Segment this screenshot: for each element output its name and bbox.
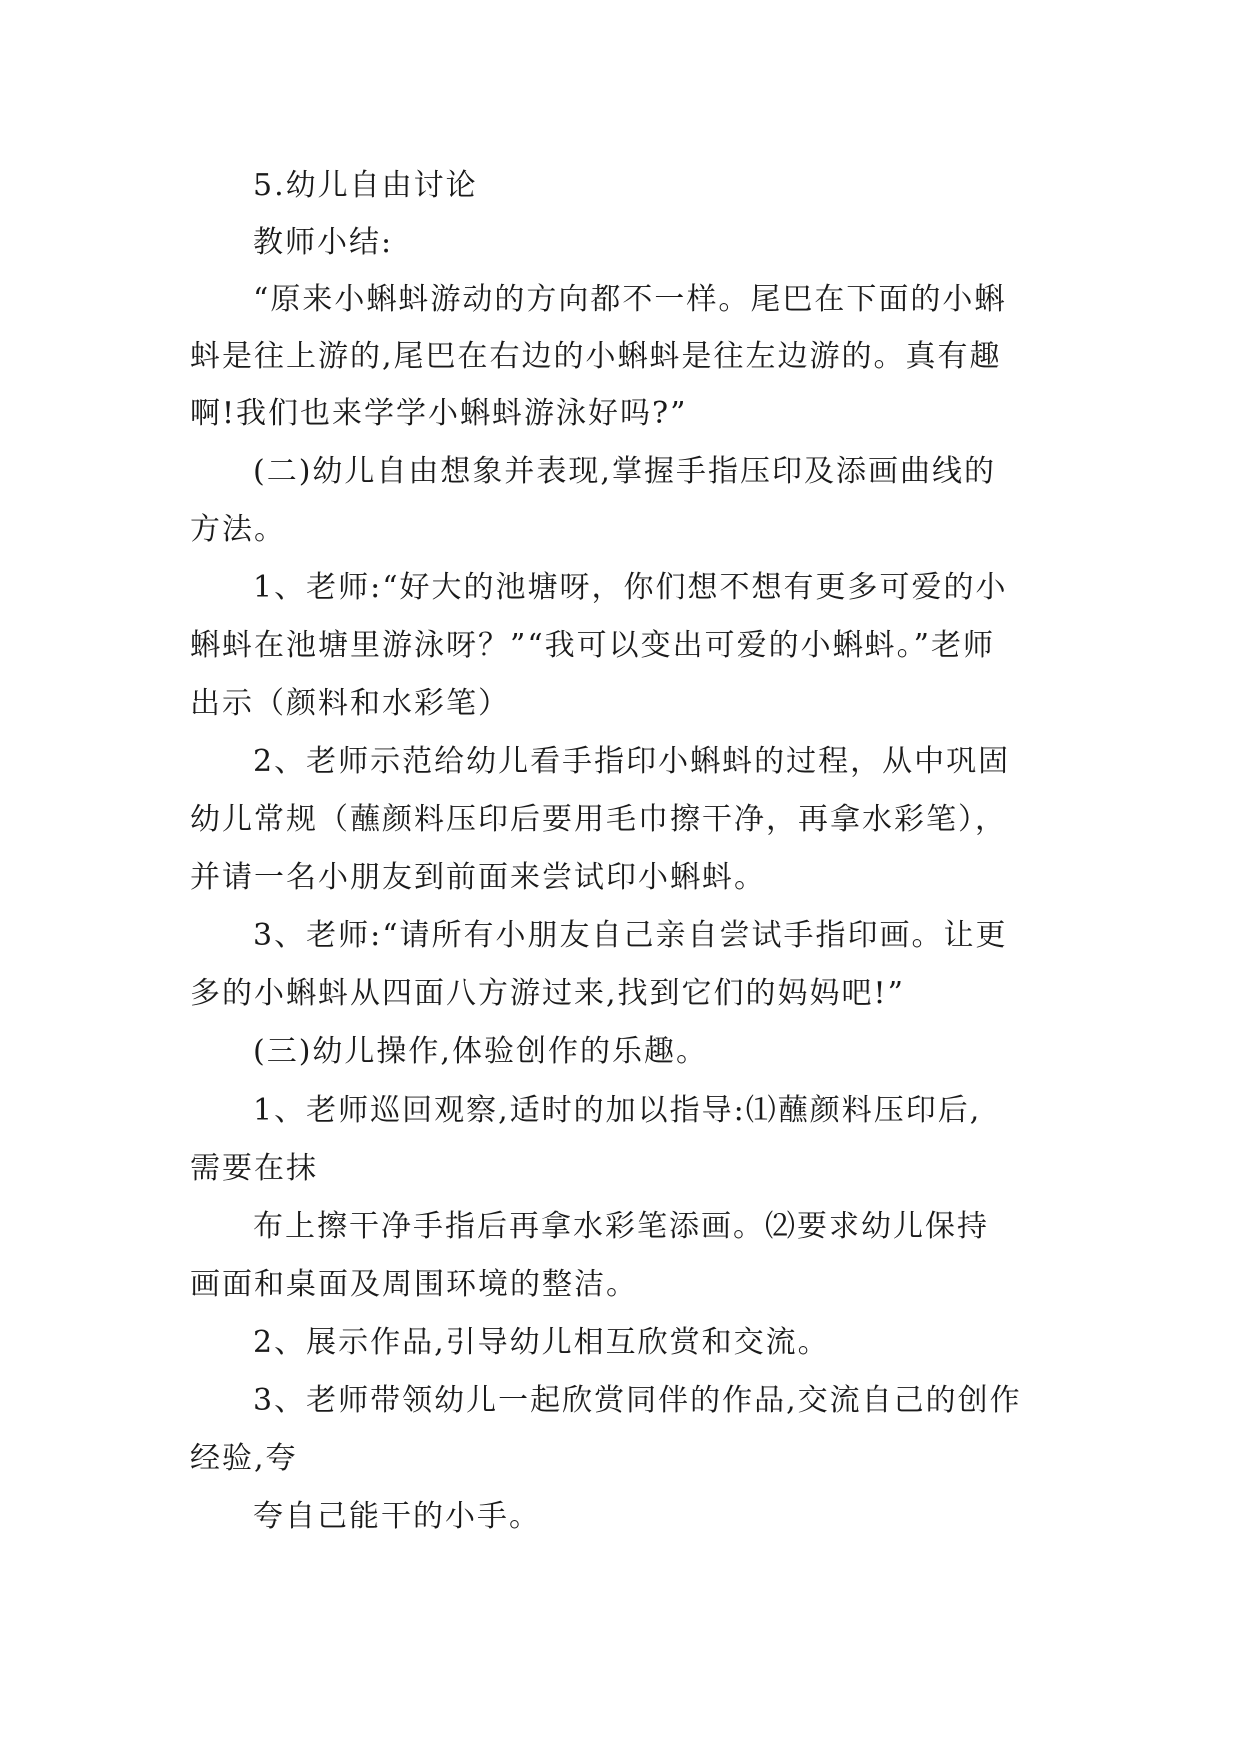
paragraph-line: 方法。 <box>190 512 286 547</box>
paragraph-line: 3、老师:“请所有小朋友自己亲自尝试手指印画。让更 <box>253 918 1008 953</box>
paragraph-line: (二)幼儿自由想象并表现,掌握手指压印及添画曲线的 <box>253 454 996 489</box>
paragraph-line: 出示（颜料和水彩笔） <box>190 686 510 721</box>
paragraph-line: 需要在抹 <box>190 1151 318 1186</box>
paragraph-line: 3、老师带领幼儿一起欣赏同伴的作品,交流自己的创作 <box>253 1383 1022 1418</box>
paragraph-line: 5.幼儿自由讨论 <box>253 168 478 203</box>
paragraph-line: 幼儿常规（蘸颜料压印后要用毛巾擦干净，再拿水彩笔）， <box>190 802 1007 837</box>
paragraph-line: “原来小蝌蚪游动的方向都不一样。尾巴在下面的小蝌 <box>253 282 1007 317</box>
paragraph-line: 蝌蚪在池塘里游泳呀？”“我可以变出可爱的小蝌蚪。”老师 <box>190 628 996 663</box>
paragraph-line: 经验,夸 <box>190 1441 298 1476</box>
paragraph-line: 并请一名小朋友到前面来尝试印小蝌蚪。 <box>190 860 766 895</box>
paragraph-line: 1、老师:“好大的池塘呀，你们想不想有更多可爱的小 <box>253 570 1008 605</box>
paragraph-line: 2、老师示范给幼儿看手指印小蝌蚪的过程，从中巩固 <box>253 744 1011 779</box>
paragraph-line: 多的小蝌蚪从四面八方游过来,找到它们的妈妈吧!” <box>190 976 905 1011</box>
paragraph-line: (三)幼儿操作,体验创作的乐趣。 <box>253 1034 708 1069</box>
paragraph-line: 蚪是往上游的,尾巴在右边的小蝌蚪是往左边游的。真有趣 <box>190 339 1002 374</box>
paragraph-line: 1、老师巡回观察,适时的加以指导:⑴蘸颜料压印后, <box>253 1093 982 1128</box>
paragraph-line: 画面和桌面及周围环境的整洁。 <box>190 1267 638 1302</box>
paragraph-line: 教师小结: <box>253 225 394 260</box>
paragraph-line: 2、展示作品,引导幼儿相互欣赏和交流。 <box>253 1325 830 1360</box>
paragraph-line: 啊!我们也来学学小蝌蚪游泳好吗?” <box>190 396 688 431</box>
paragraph-line: 夸自己能干的小手。 <box>253 1499 541 1534</box>
paragraph-line: 布上擦干净手指后再拿水彩笔添画。⑵要求幼儿保持 <box>253 1209 989 1244</box>
